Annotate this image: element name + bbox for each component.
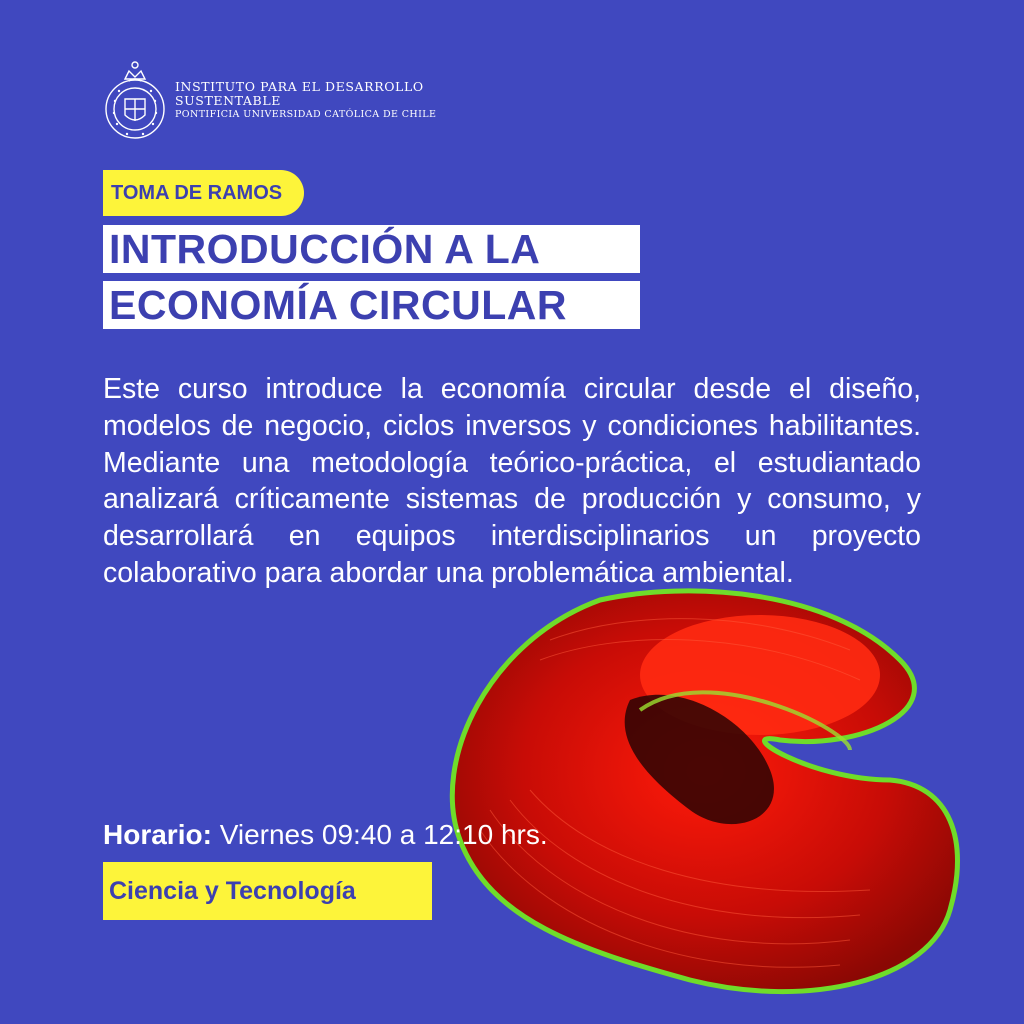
- schedule: [103, 819, 548, 851]
- institute-header: [103, 57, 436, 143]
- course-description: Este curso introduce la economía circular desde el diseño, modelos de negocio, ciclos inversos y condiciones habilitantes. Mediante una metodología teórico-práctica, el estudiantado analizará críticamente sistemas de producción y consumo, y desarrollará en equipos interdisciplinarios un proyecto colaborativo para abordar una problemática ambiental.: [103, 373, 921, 589]
- schedule-label: Horario:: [103, 819, 212, 850]
- course-tag: TOMA DE RAMOS: [103, 170, 304, 216]
- course-title-line2: ECONOMÍA CIRCULAR: [103, 281, 640, 329]
- institute-name-line2: SUSTENTABLE: [175, 92, 281, 108]
- institute-name-line1: INSTITUTO PARA EL DESARROLLO: [175, 79, 424, 95]
- category-badge: Ciencia y Tecnología: [103, 862, 432, 920]
- university-name: PONTIFICIA UNIVERSIDAD CATÓLICA DE CHILE: [175, 108, 437, 120]
- schedule-value: Viernes 09:40 a 12:10 hrs.: [219, 819, 548, 850]
- spiral-tissue-image: [430, 580, 990, 1020]
- university-seal-icon: [103, 57, 167, 143]
- course-title-line1: INTRODUCCIÓN A LA: [103, 225, 640, 273]
